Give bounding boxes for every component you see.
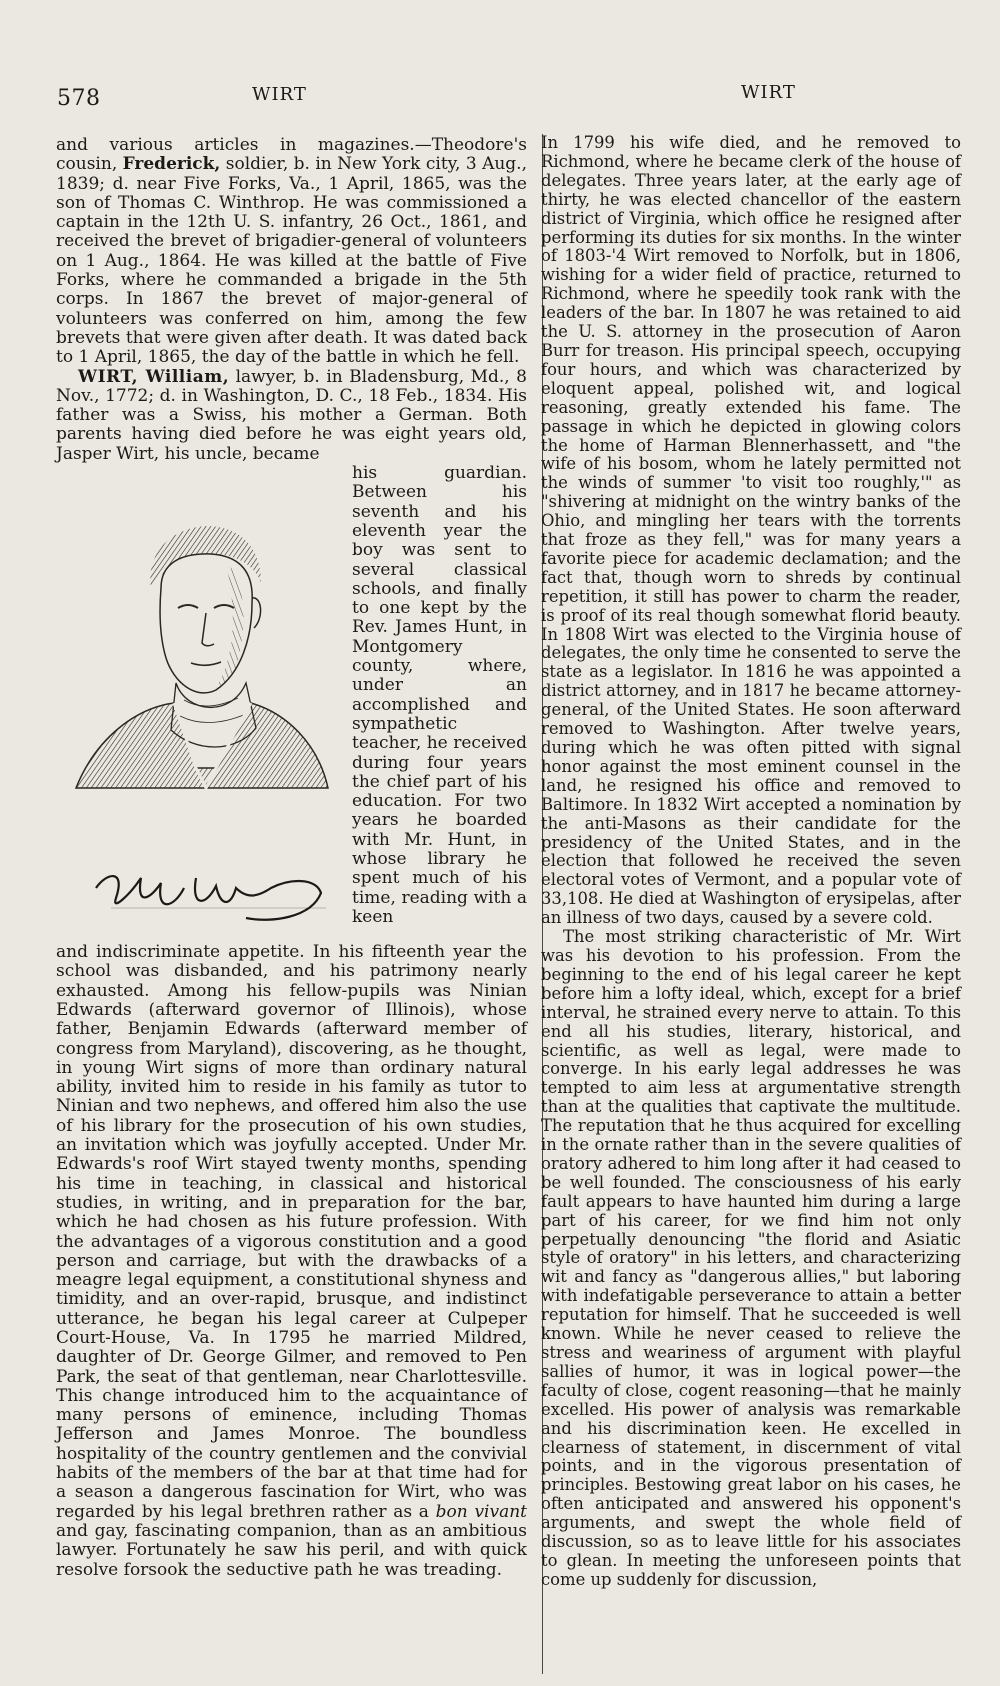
running-head-left: WIRT	[252, 84, 307, 105]
entry-text: and indiscriminate appetite. In his fifteenth year the school was disbanded, and his patrimony nearly exhausted. Among his fellow-pupils was Ninian Edwards (afterward governor of Illinois), whose father, Benjamin Edwards (afterward member of congress from Maryland), discovering, as he thought, in young Wirt signs of more than ordinary natural ability, invited him to reside in his family as tutor to Ninian and two nephews, and offered him also the use of his library for the prosecution of his own studies, an invitation which was joyfully accepted. Under Mr. Edwards's roof Wirt stayed twenty months, spending his time in teaching, in classical and historical studies, in writing, and in preparation for the bar, which he had chosen as his future profession. With the advantages of a vigorous constitution and a good person and carriage, but with the drawbacks of a meagre legal equipment, a constitutional shyness and timidity, and an over-rapid, brusque, and indistinct utterance, he began his legal career at Culpeper Court-House, Va. In 1795 he married Mildred, daughter of Dr. George Gilmer, and removed to Pen Park, the seat of that gentleman, near Charlottesville. This change introduced him to the acquaintance of many persons of eminence, including Thomas Jefferson and James Monroe. The boundless hospitality of the country gentlemen and the convivial habits of the members of the bar at that time had for a season a dangerous fascination for Wirt, who was regarded by his legal brethren rather as a	[56, 942, 527, 1522]
wirt-career-paragraph: In 1799 his wife died, and he removed to Richmond, where he became clerk of the house of delegates. Three years later, at the early age of thirty, he was elected chancellor of the eastern district of Virginia, which office he resigned after performing its duties for six months. In the winter of 1803-'4 Wirt removed to Norfolk, but in 1806, wishing for a wider field of practice, returned to Richmond, where he speedily took rank with the leaders of the bar. In 1807 he was retained to aid the U. S. attorney in the prosecution of Aaron Burr for treason. His principal speech, occupying four hours, and which was characterized by eloquent appeal, polished wit, and logical reasoning, greatly extended his fame. The passage in which he depicted in glowing colors the home of Harman Blennerhassett, and "the wife of his bosom, whom he lately permitted not the winds of summer 'to visit too roughly,'" as "shivering at midnight on the wintry banks of the Ohio, and mingling her tears with the torrents that froze as they fell," was for many years a favorite piece for academic declamation; and the fact that, though worn to shreds by continual repetition, it still has power to charm the reader, is proof of its real though somewhat florid beauty. In 1808 Wirt was elected to the Virginia house of delegates, the only time he consented to serve the state as a legislator. In 1816 he was appointed a district attorney, and in 1817 he became attorney-general, of the United States. He soon afterward removed to Washington. After twelve years, during which he was often pitted with signal honor against the most eminent counsel in the land, he resigned his office and removed to Baltimore. In 1832 Wirt accepted a nomination by the anti-Masons as their candidate for the presidency of the United States, and in the election that followed he received the seven electoral votes of Vermont, and a popular vote of 33,108. He died at Washington of erysipelas, after an illness of two days, caused by a severe cold.	[541, 133, 961, 928]
signature-text: Wm. Wirt	[206, 938, 211, 940]
entry-text: lawyer, b. in Bladensburg, Md., 8 Nov., 1772; d. in Washington, D. C., 18 Feb., 1834. His father was a Swiss, his mother a German. Both parents having died before he was eight years old, Jasper Wirt, his uncle, became	[56, 366, 527, 464]
entry-text: and various articles in magazines.—Theodore's cousin,	[56, 135, 527, 175]
portrait-engraving	[56, 468, 344, 943]
left-column	[56, 136, 527, 1580]
entry-william-wirt	[56, 368, 527, 464]
entry-wirt-continued	[56, 943, 527, 1580]
entry-text: soldier, b. in New York city, 3 Aug., 1839; d. near Five Forks, Va., 1 April, 1865, was the son of Thomas C. Winthrop. He was commissioned a captain in the 12th U. S. infantry, 26 Oct., 1861, and received the brevet of brigadier-general of volunteers on 1 Aug., 1864. He was killed at the battle of Five Forks, where he commanded a brigade in the 5th corps. In 1867 the brevet of major-general of volunteers was conferred on him, among the few brevets that were given after death. It was dated back to 1 April, 1865, the day of the battle in which he fell.	[56, 154, 527, 368]
entry-wirt-beside-portrait: his guardian. Between his seventh and his eleventh year the boy was sent to several classical schools, and finally to one kept by the Rev. James Hunt, in Montgomery county, where, under an accomplished and sympathetic teacher, he received during four years the chief part of his education. For two years he boarded with Mr. Hunt, in whose library he spent much of his time, reading with a keen	[352, 464, 527, 927]
page-header	[0, 78, 1000, 118]
wirt-characteristics-paragraph: The most striking characteristic of Mr. Wirt was his devotion to his profession. From the beginning to the end of his legal career he kept before him a lofty ideal, which, except for a brief interval, he strained every nerve to attain. To this end all his studies, literary, historical, and scientific, as well as legal, were made to converge. In his early legal addresses he was tempted to aim less at argumentative strength than at the qualities that captivate the multitude. The reputation that he thus acquired for excelling in the ornate rather than in the severe qualities of oratory adhered to him long after it had ceased to be well founded. The consciousness of his early fault appears to have haunted him during a large part of his career, for we find him not only perpetually denouncing "the florid and Asiatic style of oratory" in his letters, and characterizing wit and fancy as "dangerous allies," but laboring with indefatigable perseverance to attain a better reputation for himself. That he succeeded is well known. While he never ceased to relieve the stress and weariness of argument with playful sallies of humor, it was in logical power—the faculty of close, cogent reasoning—that he mainly excelled. His power of analysis was remarkable and his discrimination keen. He excelled in clearness of statement, in discernment of vital points, and in the vigorous presentation of principles. Bestowing great labor on his cases, he often anticipated and answered his opponent's arguments, and swept the whole field of discussion, so as to leave little for his associates to glean. In meeting the unforeseen points that come up suddenly for discussion,	[541, 927, 961, 1589]
running-head-right: WIRT	[741, 82, 796, 103]
entry-frederick-winthrop	[56, 136, 527, 368]
right-column	[541, 134, 961, 1590]
page-number: 578	[57, 86, 101, 111]
italic-phrase: bon vivant	[435, 1501, 527, 1522]
entry-name: WIRT, William,	[78, 366, 230, 387]
portrait-image	[56, 468, 344, 943]
entry-name: Frederick,	[122, 154, 221, 175]
entry-text: and gay, fascinating companion, than as an ambitious lawyer. Fortunately he saw his peril, and with quick resolve forsook the seductive path he was treading.	[56, 1520, 527, 1580]
signature-stroke	[96, 876, 321, 920]
